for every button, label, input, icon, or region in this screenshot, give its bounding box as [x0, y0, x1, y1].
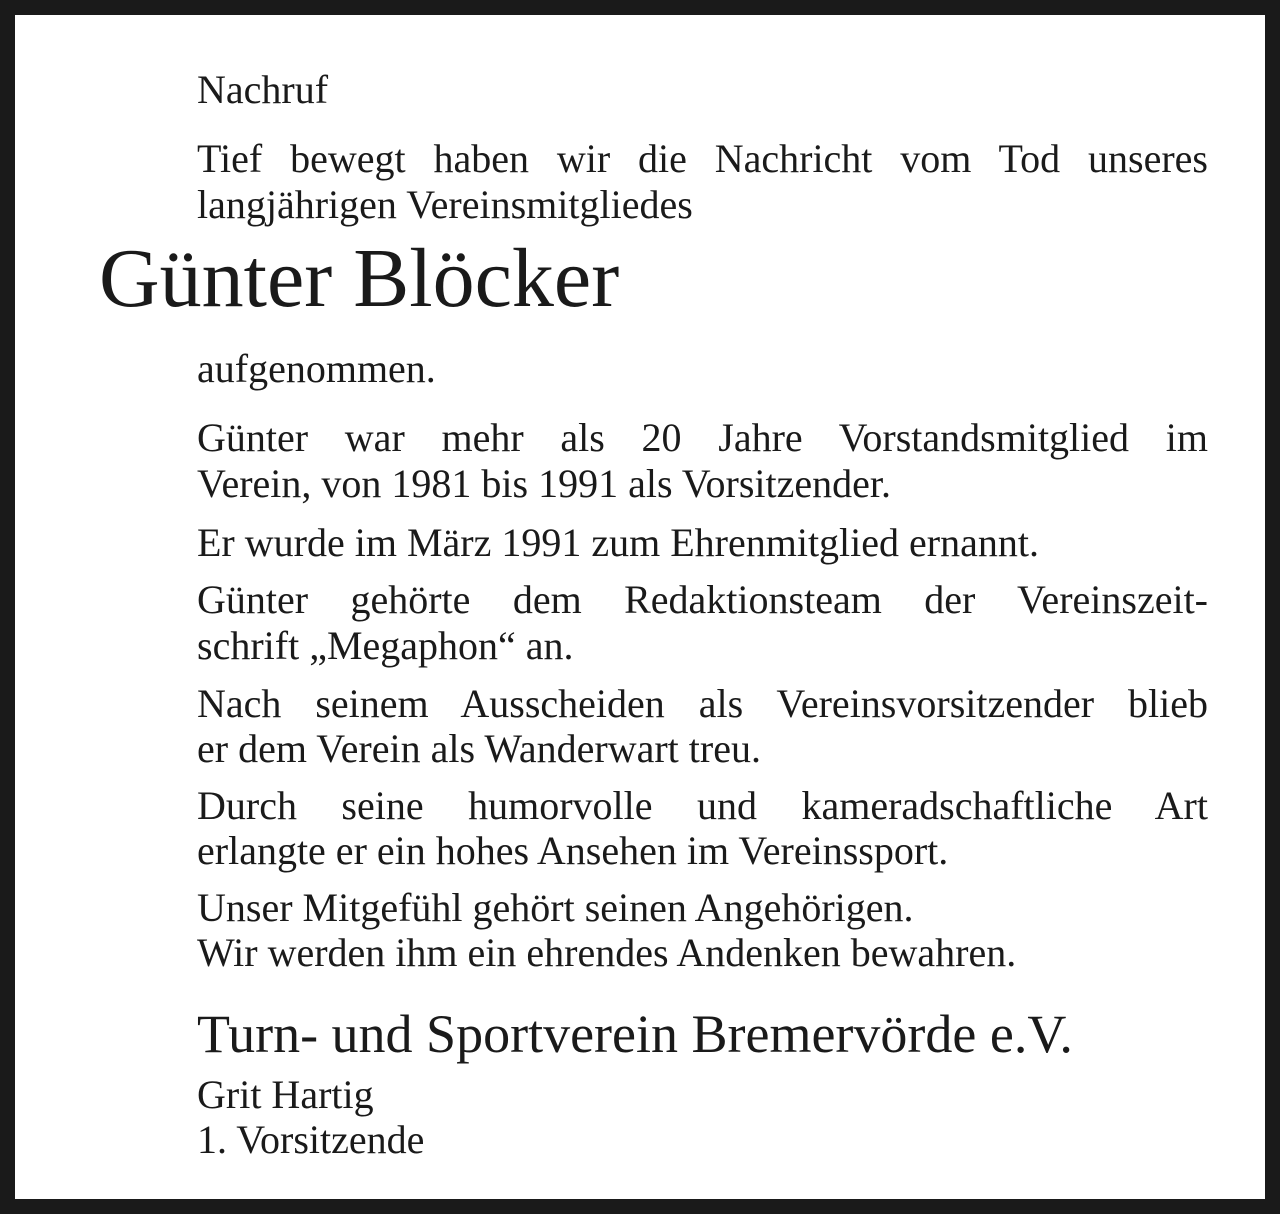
signatory-role: 1. Vorsitzende	[197, 1117, 425, 1162]
paragraph-3-line-2: schrift „Megaphon“ an.	[197, 623, 574, 668]
paragraph-4-line-1: Nach seinem Ausscheiden als Vereinsvorsitzender blieb	[197, 681, 1208, 726]
paragraph-1-line-1: Günter war mehr als 20 Jahre Vorstandsmitglied im	[197, 415, 1208, 460]
paragraph-5-line-2: erlangte er ein hohes Ansehen im Vereinssport.	[197, 828, 949, 873]
paragraph-6-line-2: Wir werden ihm ein ehrendes Andenken bewahren.	[197, 930, 1017, 975]
paragraph-5-line-1: Durch seine humorvolle und kameradschaftliche Art	[197, 783, 1208, 828]
paragraph-1-line-2: Verein, von 1981 bis 1991 als Vorsitzender.	[197, 461, 892, 506]
paragraph-6-line-1: Unser Mitgefühl gehört seinen Angehörigen.	[197, 885, 914, 930]
intro-end: aufgenommen.	[197, 346, 436, 391]
paragraph-3-line-1: Günter gehörte dem Redaktionsteam der Vereinszeit-	[197, 577, 1208, 622]
paragraph-4-line-2: er dem Verein als Wanderwart treu.	[197, 726, 761, 771]
signatory-name: Grit Hartig	[197, 1072, 374, 1117]
intro-line-2: langjährigen Vereinsmitgliedes	[197, 182, 693, 227]
organization-name: Turn- und Sportverein Bremervörde e.V.	[197, 1004, 1073, 1064]
deceased-name: Günter Blöcker	[99, 232, 620, 325]
heading: Nachruf	[197, 67, 329, 112]
paragraph-2-line-1: Er wurde im März 1991 zum Ehrenmitglied ernannt.	[197, 520, 1039, 565]
intro-line-1: Tief bewegt haben wir die Nachricht vom Tod unseres	[197, 136, 1208, 181]
